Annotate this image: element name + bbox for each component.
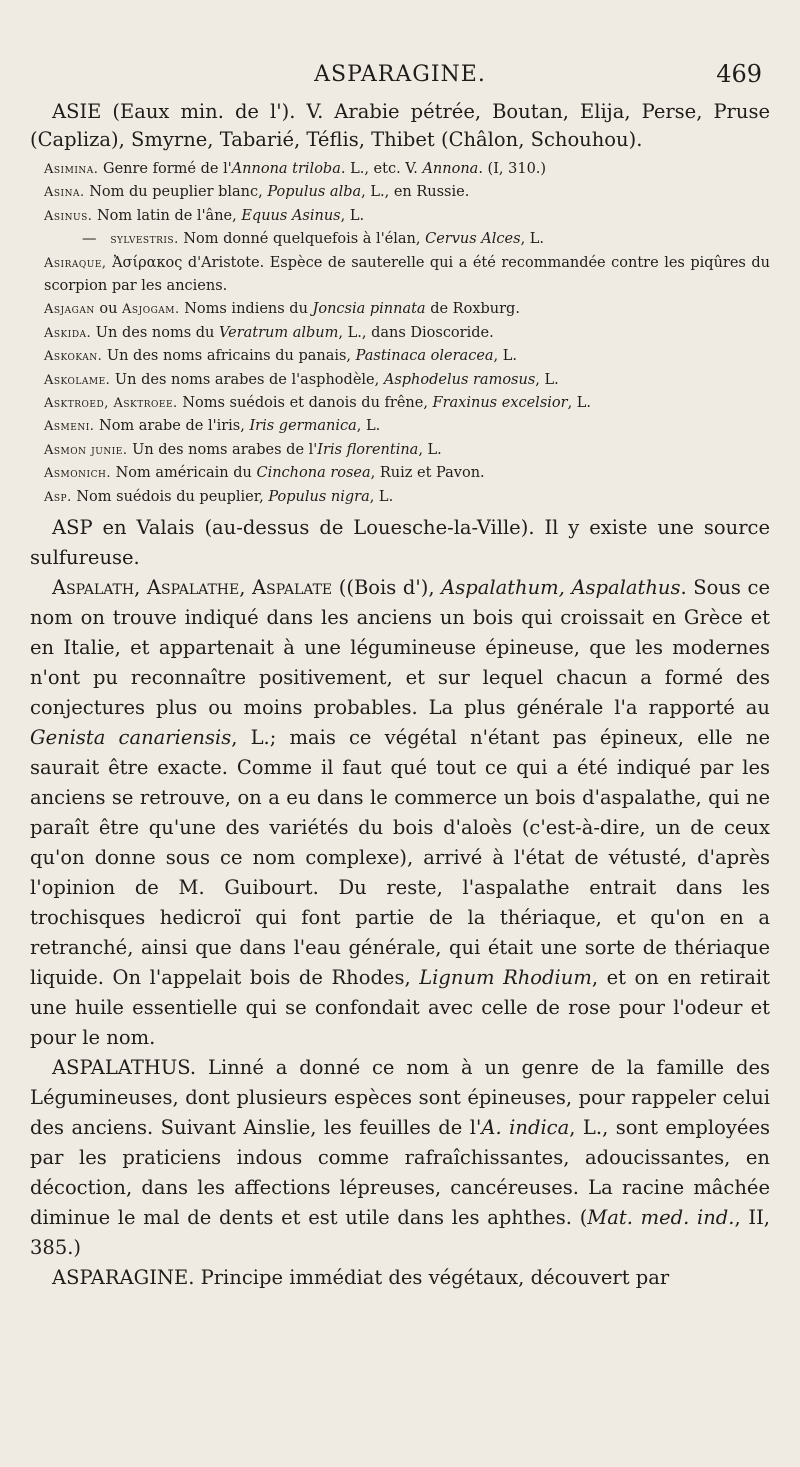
entry-sylvestris [30,228,770,251]
entry-asiraque [30,252,770,299]
entry-asktroed [30,392,770,415]
entry-text: Un des noms du [95,324,219,341]
headword: Asjogam. [122,302,180,318]
latin-name: Aspalathum, Aspalathus [441,576,681,600]
headword: Asinus. [44,208,93,224]
entry-text: , et on en retirait une huile essentielle qui se confondait avec celle de rose pour l'odeur et pour le nom. [30,966,770,1050]
running-title: ASPARAGINE. [314,62,486,87]
headword: Asjagan [44,302,95,318]
headword: Askida. [44,325,92,341]
entry-asmeni [30,415,770,438]
entry-asp-valais: ASP en Valais (au-dessus de Louesche-la-Ville). Il y existe une source sulfureuse. [30,516,770,570]
entry-asparagine [30,1263,770,1293]
headword: Asiraque, [44,255,107,271]
latin-name: Annona [422,161,479,177]
entry-text: , L., en Russie. [361,184,470,201]
entry-text: Un des noms africains du panais, [106,348,356,365]
entry-text: , L. [567,395,592,412]
latin-name: Populus nigra [268,488,370,505]
entry-text: Nom américain du [115,465,257,482]
latin-name: Annona triloba [231,161,341,177]
entry-asina [30,181,770,204]
entry-text: de Roxburg. [425,301,520,318]
entry-text: , L. [493,348,518,365]
headword: Aspalath, Aspalathe, Aspalate [52,576,333,600]
headword: sylvestris. [110,232,179,248]
entry-text: Principe immédiat des végétaux, découvert par [194,1266,670,1290]
entry-aspalathus [30,1053,770,1263]
entry-askokan [30,345,770,368]
entry-text: , Ruiz et Pavon. [370,465,485,482]
entry-text: , L., sont employées par les praticiens indous comme rafraîchissantes, adoucissantes, en décoction, dans les affections lépreuses, cancéreuses. La racine mâchée diminue le mal de dents et est utile dans les aphthes. ( [30,1116,770,1230]
latin-name: Pastinaca oleracea [355,348,494,365]
entry-text: Nom du peuplier blanc, [89,184,268,201]
entry-text: Un des noms arabes de l'asphodèle, [114,371,384,388]
entry-text: Nom donné quelquefois à l'élan, [183,231,426,248]
headword: ASPARAGINE. [52,1266,195,1290]
entry-text: , L. [340,207,365,224]
latin-name: Populus alba [267,184,362,201]
latin-name: Iris germanica [249,418,357,435]
entry-text: Noms indiens du [184,301,313,318]
entry-text: , L. [535,371,559,388]
latin-name: Asphodelus ramosus [383,371,536,388]
entry-text: . L., etc. V. [340,161,423,177]
entry-text: . (I, 310.) [478,161,547,177]
entry-askida [30,322,770,345]
entry-asimina [30,158,770,181]
entry-askolame [30,369,770,392]
dash: — [82,231,97,248]
headword: Asimina. [44,162,99,177]
entry-text: , II, 385.) [30,1206,770,1260]
latin-name: Joncsia pinnata [312,301,426,318]
entry-text: , L.; mais ce végétal n'étant pas épineux, elle ne saurait être exacte. Comme il faut qué tout ce qui a été indiqué par les anciens se retrouve, on a eu dans le commerce un bois d'aspalathe, qui ne paraît être qu'une des variétés du bois d'aloès (c'est-à-dire, un de ceux qu'on donne sous ce nom complexe), arrivé à l'état de vétusté, d'après l'opinion de M. Guibourt. Du reste, l'aspalathe entrait dans les trochisques hedicroï qui font partie de la thériaque, et qu'on en a retranché, ainsi que dans l'eau générale, qui était une sorte de thériaque liquide. On l'appelait bois de Rhodes, [30,726,770,990]
entry-text: ou [99,301,118,318]
entry-asinus [30,205,770,228]
headword: Askokan. [44,349,103,365]
headword: Asmon junie. [44,442,128,458]
headword: ASPALATHUS. [52,1056,197,1080]
entry-asmon-junie [30,439,770,462]
entry-text: Noms suédois et danois du frêne, [182,395,433,412]
latin-name: Lignum Rhodium [419,966,592,990]
entry-asp-small [30,486,770,509]
latin-name: Equus Asinus [241,207,341,224]
entry-text: , L. [520,231,545,248]
entry-text: Un des noms arabes de l' [132,441,318,458]
entry-text: Genre formé de l' [103,161,232,177]
entry-asjagan [30,298,770,321]
headword: Asp. [44,489,72,505]
latin-name: Iris florentina [317,441,419,458]
greek-word: Ἀσίρακος [112,254,183,271]
entry-text: Nom suédois du peuplier, [76,488,269,505]
page-body [30,98,770,1293]
citation-title: Mat. med. ind. [587,1206,735,1230]
entry-text: Linné a donné ce nom à un genre de la famille des Légumineuses, dont plusieurs espèces sont épineuses, pour rappeler celui des anciens. Suivant Ainslie, les feuilles de l' [30,1056,770,1140]
entry-asmonich [30,462,770,485]
headword: Asktroed, Asktroee. [44,396,178,412]
entry-text: , L. [356,418,381,435]
headword: Askolame. [44,372,111,388]
latin-name: Genista canariensis [30,726,232,750]
entry-text: Nom arabe de l'iris, [99,418,250,435]
latin-name: A. indica [481,1116,570,1140]
entry-text: Nom latin de l'âne, [96,207,242,224]
latin-name: Fraxinus excelsior [432,395,568,412]
entry-text: , L. [418,441,442,458]
headword: Asmeni. [44,419,95,435]
page-number: 469 [716,60,762,88]
entry-text: . Sous ce nom on trouve indiqué dans les anciens un bois qui croissait en Grèce et en Italie, et appartenait à une légumineuse épineuse, que les modernes n'ont pu reconnaître positivement, et sur lequel chacun a formé des conjectures plus ou moins probables. La plus générale l'a rapporté au [30,576,770,720]
entry-asie: ASIE (Eaux min. de l'). V. Arabie pétrée, Boutan, Elija, Perse, Pruse (Capliza), Smyrne, Tabarié, Téflis, Thibet (Châlon, Schouhou). [30,100,770,151]
entry-text: , L., dans Dioscoride. [338,324,494,341]
latin-name: Veratrum album [218,324,339,341]
latin-name: Cinchona rosea [256,465,371,482]
latin-name: Cervus Alces [425,231,521,248]
entry-text: ((Bois d'), [332,576,442,600]
headword: Asmonich. [44,466,111,482]
entry-text: d'Aristote. Espèce de sauterelle qui a été recommandée contre les piqûres du scorpion par les anciens. [44,254,770,295]
entry-text: , L. [369,488,394,505]
entry-aspalath [30,573,770,1053]
headword: Asina. [44,185,85,201]
